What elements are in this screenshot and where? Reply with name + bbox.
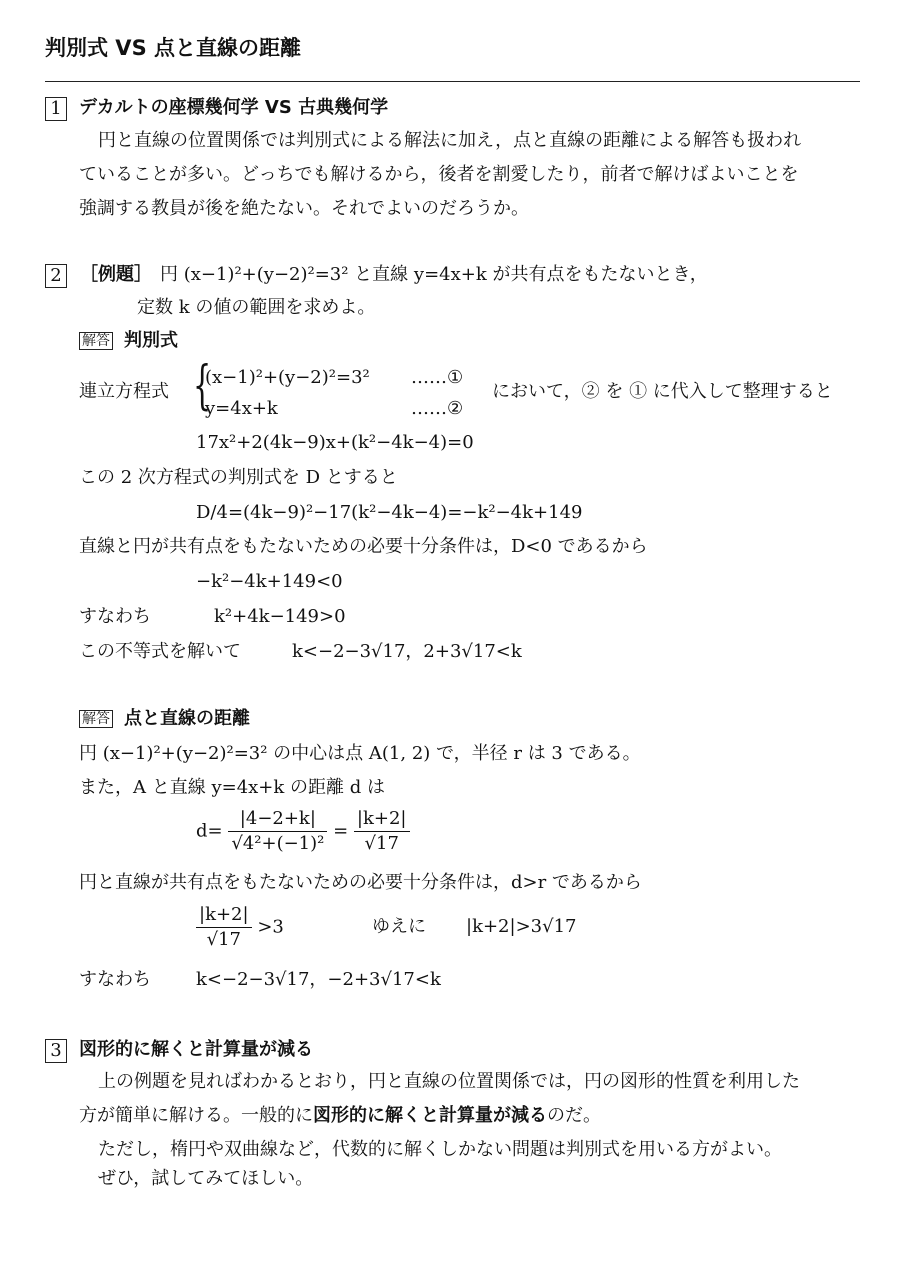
example-label: ［例題］ <box>80 264 152 285</box>
section-number-3: 3 <box>45 1039 67 1063</box>
system-eq2-ref: ……② <box>411 398 464 419</box>
section-number-2: 2 <box>45 264 67 288</box>
discriminant-intro: この 2 次方程式の判別式を D とすると <box>79 467 398 488</box>
solution-badge-1: 解答 <box>79 332 113 350</box>
distance-formula <box>196 808 410 855</box>
therefore-label: ゆえに <box>372 916 426 937</box>
distance-lhs: d= <box>196 820 223 842</box>
problem-line2: 定数 k の値の範囲を求めよ。 <box>137 297 376 318</box>
problem-line1: 円 (x−1)²+(y−2)²=3² と直線 y=4x+k が共有点をもたないとき， <box>160 264 708 285</box>
section3-line2-post: のだ。 <box>547 1105 601 1126</box>
section1-line2: ていることが多い。どっちでも解けるから，後者を割愛したり，前者で解けばよいことを <box>79 164 799 185</box>
distance-intro: また，A と直線 y=4x+k の距離 d は <box>79 777 385 798</box>
system-eq1-ref: ……① <box>411 367 464 388</box>
absolute-inequality: |k+2|>3√17 <box>466 916 577 937</box>
condition-inequality <box>196 904 284 951</box>
distance-fraction-2 <box>354 808 410 855</box>
section3-line3: ただし，楕円や双曲線など，代数的に解くしかない問題は判別式を用いる方がよい。 <box>98 1139 782 1160</box>
system-brace: { <box>193 356 212 416</box>
namely-label-1: すなわち <box>79 606 151 627</box>
discriminant-equation: D/4=(4k−9)²−17(k²−4k−4)=−k²−4k+149 <box>196 502 583 523</box>
solve-label: この不等式を解いて <box>79 641 241 662</box>
section-number-1: 1 <box>45 97 67 121</box>
system-label: 連立方程式 <box>79 381 169 402</box>
system-tail: において，② を ① に代入して整理すると <box>492 381 833 402</box>
condition-rhs: >3 <box>257 916 284 938</box>
section3-line2-pre: 方が簡単に解ける。一般的に <box>79 1105 313 1126</box>
solution1-result: k<−2−3√17，2+3√17<k <box>292 641 522 662</box>
system-eq2: y=4x+k <box>205 398 278 419</box>
condition-denominator: √17 <box>206 929 241 950</box>
condition-fraction <box>196 904 252 951</box>
distance-denominator-2: √17 <box>364 833 399 854</box>
solution2-result: k<−2−3√17，−2+3√17<k <box>196 969 441 990</box>
section1-line3: 強調する教員が後を絶たない。それでよいのだろうか。 <box>79 198 529 219</box>
system-eq1: (x−1)²+(y−2)²=3² <box>205 367 370 388</box>
distance-denominator-1: √4²+(−1)² <box>231 833 325 854</box>
quadratic-equation: 17x²+2(4k−9)x+(k²−4k−4)=0 <box>196 432 474 453</box>
section1-line1: 円と直線の位置関係では判別式による解法に加え，点と直線の距離による解答も扱われ <box>98 130 802 151</box>
section-heading-3: 図形的に解くと計算量が減る <box>79 1039 313 1060</box>
section3-line2 <box>79 1105 601 1127</box>
solution-badge-2: 解答 <box>79 710 113 728</box>
solution2-condition: 円と直線が共有点をもたないための必要十分条件は，d>r であるから <box>79 872 642 893</box>
inequality-2: k²+4k−149>0 <box>214 606 346 627</box>
title-divider <box>45 81 860 82</box>
inequality-1: −k²−4k+149<0 <box>196 571 343 592</box>
center-line: 円 (x−1)²+(y−2)²=3² の中心は点 A(1, 2) で，半径 r は 3 である。 <box>79 743 641 764</box>
namely-label-2: すなわち <box>79 969 151 990</box>
solution1-heading: 判別式 <box>124 330 178 351</box>
distance-fraction-1 <box>228 808 327 855</box>
condition-numerator: |k+2| <box>196 904 252 928</box>
section3-line1: 上の例題を見ればわかるとおり，円と直線の位置関係では，円の図形的性質を利用した <box>98 1071 800 1092</box>
distance-numerator-2: |k+2| <box>354 808 410 832</box>
section3-line2-bold: 図形的に解くと計算量が減る <box>313 1105 547 1126</box>
page-title: 判別式 VS 点と直線の距離 <box>45 36 301 60</box>
section3-line4: ぜひ，試してみてほしい。 <box>98 1168 314 1189</box>
section-heading-1: デカルトの座標幾何学 VS 古典幾何学 <box>79 97 389 118</box>
distance-equals: = <box>333 820 349 842</box>
solution1-condition: 直線と円が共有点をもたないための必要十分条件は，D<0 であるから <box>79 536 648 557</box>
solution2-heading: 点と直線の距離 <box>124 708 250 729</box>
distance-numerator-1: |4−2+k| <box>228 808 327 832</box>
